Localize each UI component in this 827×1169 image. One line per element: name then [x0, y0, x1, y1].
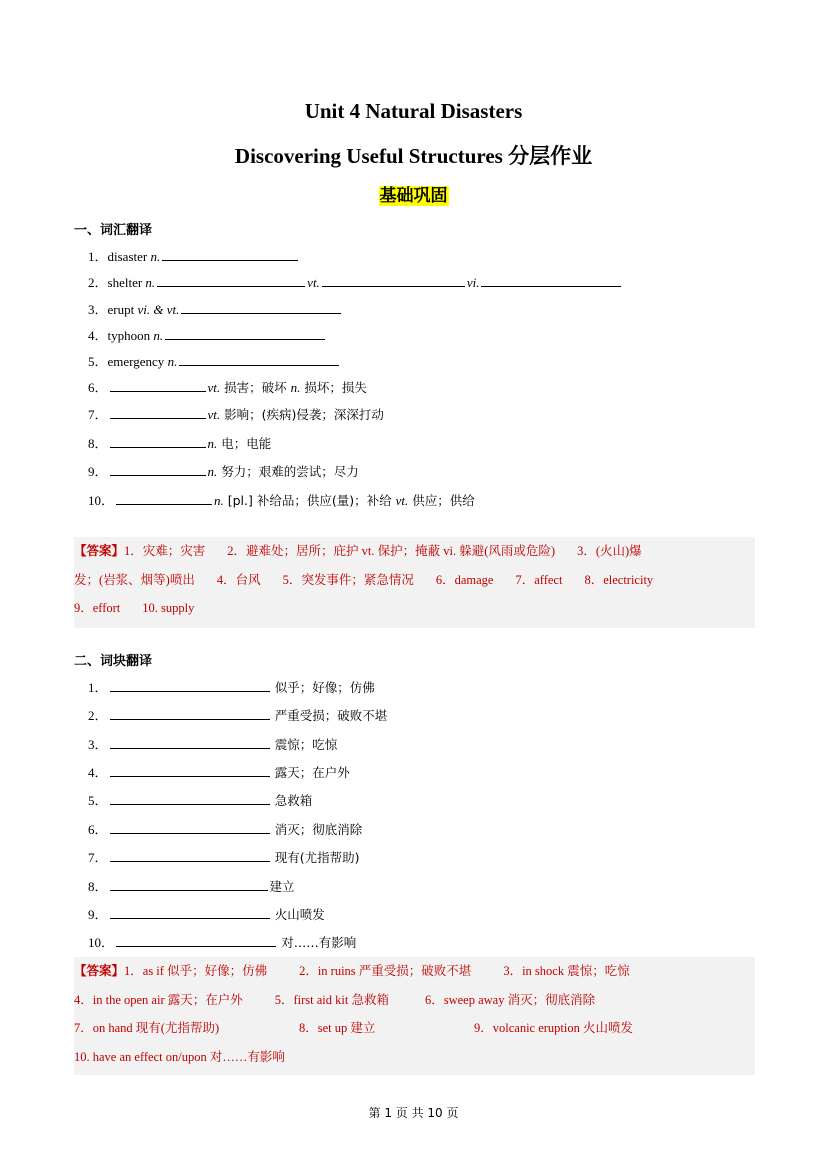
list-item — [88, 490, 475, 510]
text: vt. — [207, 407, 221, 422]
text: vi. — [466, 275, 480, 290]
list-item — [88, 351, 341, 371]
list-item — [88, 433, 271, 453]
answer-blank[interactable] — [116, 490, 212, 505]
text: vi. & vt. — [137, 302, 180, 317]
text: 2．in ruins 严重受损；破败不堪 — [299, 964, 472, 978]
text: erupt — [107, 302, 138, 317]
text: 损坏；损失 — [300, 380, 367, 395]
answer-blank[interactable] — [110, 762, 270, 777]
text: 10. supply — [142, 601, 195, 615]
answer-blank[interactable] — [165, 325, 325, 340]
answer-blank[interactable] — [110, 377, 206, 392]
level-label: 基础巩固 — [379, 186, 448, 206]
text: 1．灾难；灾害 — [124, 544, 206, 558]
text: n. — [167, 354, 178, 369]
text: 7．on hand 现有(尤指帮助) — [74, 1021, 220, 1035]
text: 4．台风 — [216, 572, 261, 587]
text: 5．突发事件；紧急情况 — [282, 572, 414, 587]
text: 8．set up 建立 — [299, 1021, 376, 1035]
answer-blank[interactable] — [110, 404, 206, 419]
text: 3．(火山)爆 — [577, 544, 642, 558]
text: 2． — [88, 708, 108, 723]
text: n. — [153, 328, 164, 343]
text: n. — [207, 436, 218, 451]
text: 6．sweep away 消灭；彻底消除 — [424, 992, 596, 1007]
text: 9．effort — [74, 601, 121, 615]
text: 7． — [88, 407, 108, 422]
answer-blank[interactable] — [181, 299, 341, 314]
text: n. — [207, 464, 218, 479]
answer-blank[interactable] — [110, 790, 270, 805]
list-item — [88, 762, 350, 782]
answer-blank[interactable] — [110, 904, 270, 919]
text: 建立 — [269, 879, 295, 894]
text: 9． — [88, 464, 108, 479]
list-item — [88, 847, 360, 867]
list-item — [88, 299, 343, 319]
text: 6．damage — [435, 572, 494, 587]
answer-blank[interactable] — [110, 433, 206, 448]
list-item — [88, 705, 387, 725]
subtitle: Discovering Useful Structures 分层作业 — [234, 144, 593, 168]
text: typhoon — [107, 328, 154, 343]
list-item — [88, 677, 375, 697]
text: 急救箱 — [274, 793, 313, 808]
text: 8． — [88, 879, 108, 894]
answer-blank[interactable] — [110, 705, 270, 720]
list-item — [88, 246, 300, 266]
text: 影响；(疾病)侵袭；深深打动 — [220, 407, 384, 422]
answer-blank[interactable] — [110, 819, 270, 834]
text: n. — [290, 380, 301, 395]
text: vt. — [395, 493, 409, 508]
text: 6． — [88, 822, 108, 837]
text: 4．in the open air 露天；在户外 — [74, 992, 243, 1007]
text: 1． — [88, 680, 108, 695]
list-item — [88, 819, 362, 839]
text: 发；(岩浆、烟等)喷出 — [74, 572, 195, 587]
answer-blank[interactable] — [110, 734, 270, 749]
text: vt. — [207, 380, 221, 395]
text: n. — [145, 275, 156, 290]
text: 4． — [88, 765, 108, 780]
answer-blank[interactable] — [110, 876, 268, 891]
text: 10． — [88, 493, 115, 508]
text: n. — [214, 493, 224, 508]
section-heading: 二、词块翻译 — [74, 654, 153, 669]
answer-blank[interactable] — [322, 272, 465, 287]
text: 10. have an effect on/upon 对……有影响 — [74, 1049, 285, 1064]
text: 3．in shock 震惊；吃惊 — [503, 964, 630, 978]
text: 5． — [88, 354, 108, 369]
text: 努力；艰难的尝试；尽力 — [217, 464, 359, 479]
text: 电；电能 — [217, 436, 272, 451]
answer-blank[interactable] — [179, 351, 339, 366]
list-item — [88, 272, 623, 292]
list-item — [88, 734, 337, 754]
text: 1． — [88, 249, 108, 264]
list-item — [88, 461, 359, 481]
text: 现有(尤指帮助) — [274, 850, 360, 865]
text: 消灭；彻底消除 — [274, 822, 363, 837]
text: 3． — [88, 737, 108, 752]
section-heading: 一、词汇翻译 — [74, 223, 153, 238]
list-item — [88, 932, 356, 952]
text: 1．as if 似乎；好像；仿佛 — [124, 964, 268, 978]
text: 6． — [88, 380, 108, 395]
text: [pl.] 补给品；供应(量)；补给 — [223, 493, 396, 508]
text: 震惊；吃惊 — [274, 737, 338, 752]
list-item — [88, 404, 384, 424]
text: 3． — [88, 302, 108, 317]
answer-blank[interactable] — [110, 461, 206, 476]
text: 2．避难处；居所；庇护 vt. 保护；掩蔽 vi. 躲避(风雨或危险) — [227, 544, 556, 558]
text: 【答案】 — [74, 963, 125, 978]
text: shelter — [107, 275, 146, 290]
answer-blank[interactable] — [157, 272, 305, 287]
text: vt. — [307, 275, 320, 290]
text: 8．electricity — [584, 572, 654, 587]
text: 8． — [88, 436, 108, 451]
text: 5． — [88, 793, 108, 808]
list-item — [88, 377, 367, 397]
list-item — [88, 904, 325, 924]
text: 10． — [88, 935, 115, 950]
text: 4． — [88, 328, 108, 343]
text: emergency — [107, 354, 168, 369]
list-item — [88, 790, 312, 810]
list-item — [88, 325, 327, 345]
answer-blank[interactable] — [481, 272, 621, 287]
list-item — [88, 876, 295, 896]
page-footer: 第 1 页 共 10 页 — [368, 1106, 459, 1120]
text: 9． — [88, 907, 108, 922]
text: 损害；破坏 — [220, 380, 291, 395]
answer-blank[interactable] — [110, 677, 270, 692]
text: 对……有影响 — [281, 935, 357, 950]
text: 似乎；好像；仿佛 — [274, 680, 375, 695]
text: 9．volcanic eruption 火山喷发 — [474, 1021, 633, 1035]
answer-box — [74, 537, 755, 628]
text: 5．first aid kit 急救箱 — [274, 992, 389, 1007]
answer-blank[interactable] — [162, 246, 298, 261]
text: 供应；供给 — [408, 493, 475, 508]
text: n. — [150, 249, 161, 264]
text: 露天；在户外 — [274, 765, 350, 780]
answer-box — [74, 957, 755, 1075]
text: 火山喷发 — [274, 907, 325, 922]
answer-blank[interactable] — [110, 847, 270, 862]
answer-blank[interactable] — [116, 932, 276, 947]
text: disaster — [107, 249, 151, 264]
title: Unit 4 Natural Disasters — [304, 99, 523, 123]
text: 2． — [88, 275, 108, 290]
text: 【答案】 — [74, 543, 125, 558]
text: 严重受损；破败不堪 — [274, 708, 388, 723]
text: 7． — [88, 850, 108, 865]
text: 7．affect — [515, 572, 563, 587]
